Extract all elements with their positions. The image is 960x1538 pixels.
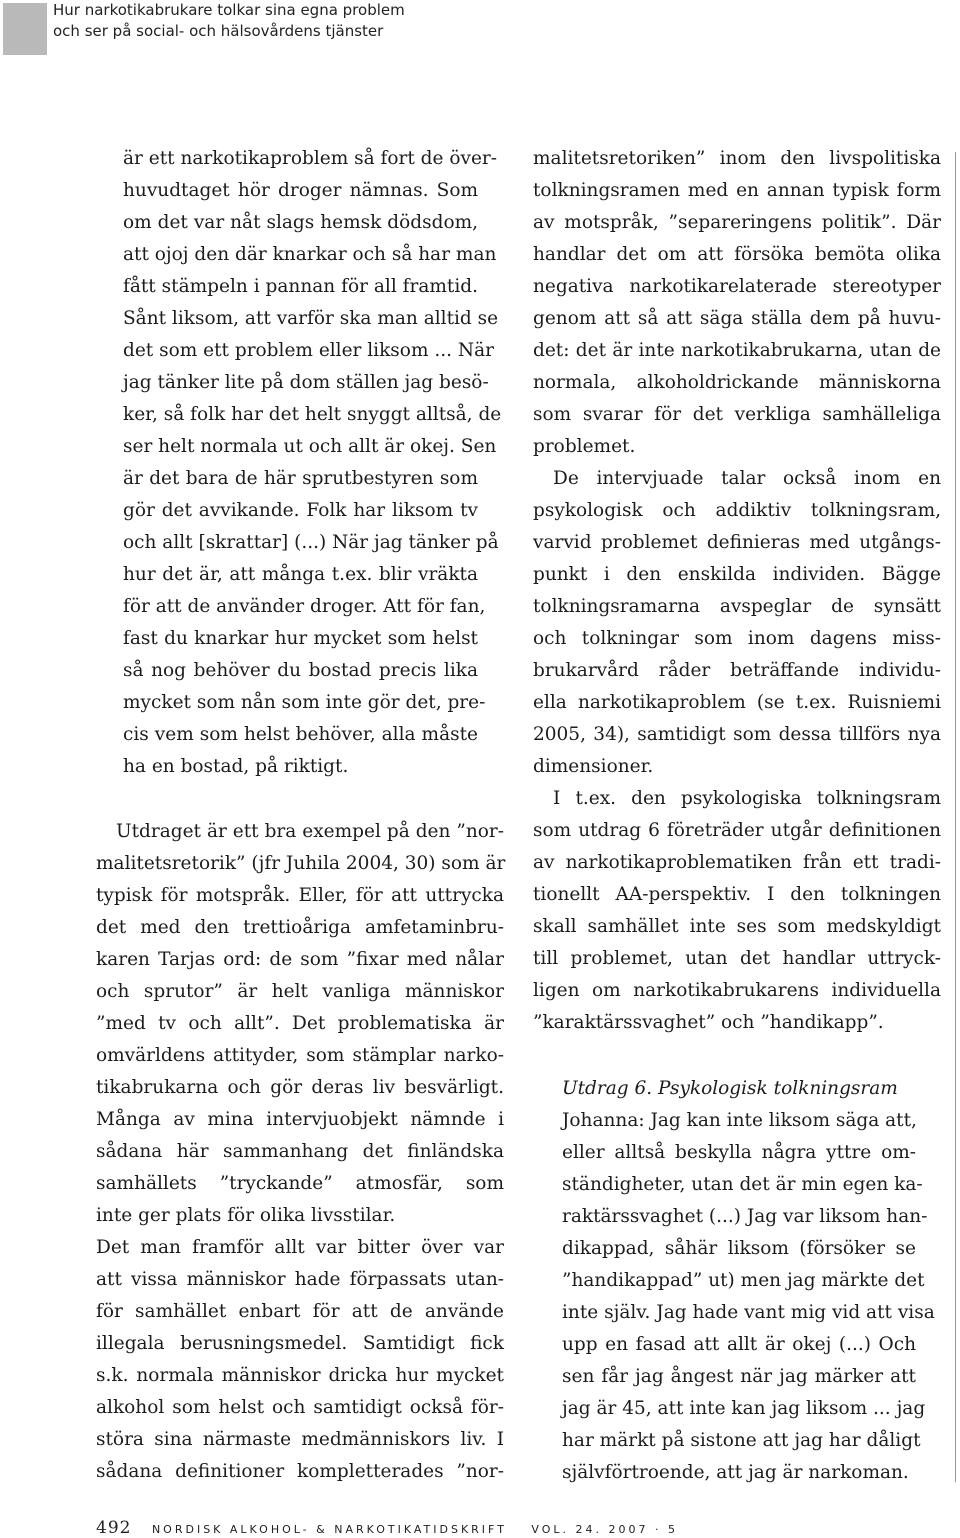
text-line: tolkningsramarna avspeglar de synsätt [533, 596, 941, 617]
text-line: s.k. normala människor dricka hur mycket [96, 1365, 504, 1386]
text-line: Det man framför allt var bitter över var [96, 1237, 504, 1258]
text-line: normala, alkoholdrickande människorna [533, 372, 941, 393]
text-line: handlar det om att försöka bemöta olika [533, 244, 941, 265]
left-paragraph-2 [96, 1232, 504, 1488]
text-line: tionellt AA-perspektiv. I den tolkningen [533, 884, 941, 905]
text-line: har märkt på sistone att jag har dåligt [562, 1430, 921, 1451]
interview-quote-2 [562, 1073, 935, 1489]
text-line: ligen om narkotikabrukarens individuella [533, 980, 941, 1001]
text-line: är ett narkotikaproblem så fort de över- [123, 148, 497, 169]
text-line: dimensioner. [533, 756, 654, 777]
journal-volume: VOL. 24. 2007 · 5 [531, 1523, 679, 1536]
quote-2-text [562, 1105, 935, 1489]
text-line: fått stämpeln i pannan för all framtid. [123, 276, 478, 297]
text-line: fast du knarkar hur mycket som helst [123, 628, 478, 649]
text-line: som svarar för det verkliga samhälleliga [533, 404, 941, 425]
text-line: samhällets ”tryckande” atmosfär, som [96, 1173, 504, 1194]
text-line: skall samhället inte ses som medskyldigt [533, 916, 941, 937]
text-line: karen Tarjas ord: de som ”fixar med nålar [96, 949, 504, 970]
header-color-block [3, 3, 47, 55]
text-line: som utdrag 6 företräder utgår definitionen [533, 820, 941, 841]
interview-quote-1 [123, 143, 502, 783]
text-line: mycket som nån som inte gör det, pre- [123, 692, 486, 713]
text-line: ”handikappad” ut) men jag märkte det [562, 1270, 925, 1291]
text-line: för att de använder droger. Att för fan, [123, 596, 486, 617]
text-line: raktärssvaghet (...) Jag var liksom han- [562, 1206, 928, 1227]
text-line: ser helt normala ut och allt är okej. Sen [123, 436, 497, 457]
text-line: De intervjuade talar också inom en [553, 468, 941, 489]
text-line: cis vem som helst behöver, alla måste [123, 724, 478, 745]
text-line: I t.ex. den psykologiska tolkningsram [553, 788, 941, 809]
text-line: omvärldens attityder, som stämplar narko- [96, 1045, 504, 1066]
text-line: Johanna: Jag kan inte liksom säga att, [562, 1110, 917, 1131]
text-line: 2005, 34), samtidigt som dessa tillförs nya [533, 724, 941, 745]
text-line: att ojoj den där knarkar och så har man [123, 244, 497, 265]
text-line: inte själv. Jag hade vant mig vid att visa [562, 1302, 935, 1323]
text-line: problemet. [533, 436, 636, 457]
text-line: och allt [skrattar] (...) När jag tänker på [123, 532, 499, 553]
text-line: tolkningsramen med en annan typisk form [533, 180, 941, 201]
text-line: ”karaktärssvaghet” och ”handikapp”. [533, 1012, 884, 1033]
page-footer [96, 1518, 678, 1538]
text-line: ker, så folk har det helt snyggt alltså, de [123, 404, 502, 425]
text-line: brukarvård råder beträffande individu- [533, 660, 941, 681]
text-line: negativa narkotikarelaterade stereotyper [533, 276, 941, 297]
text-line: hur det är, att många t.ex. blir vräkta [123, 564, 478, 585]
text-line: ha en bostad, på riktigt. [123, 756, 349, 777]
journal-name: NORDISK ALKOHOL- & NARKOTIKATIDSKRIFT [151, 1523, 507, 1536]
text-line: alkohol som helst och samtidigt också för- [96, 1397, 504, 1418]
text-line: av narkotikaproblematiken från ett tradi- [533, 852, 941, 873]
text-line: sådana här sammanhang det finländska [96, 1141, 504, 1162]
right-paragraph-1 [533, 143, 941, 463]
column-rule [955, 152, 956, 1482]
text-line: och sprutor” är helt vanliga människor [96, 981, 504, 1002]
right-paragraph-3 [533, 783, 941, 1039]
text-line: ella narkotikaproblem (se t.ex. Ruisniemi [533, 692, 941, 713]
text-line: Sånt liksom, att varför ska man alltid se [123, 308, 499, 329]
text-line: punkt i den enskilda individen. Bägge [533, 564, 941, 585]
text-line: jag är 45, att inte kan jag liksom ... jag [562, 1398, 926, 1419]
text-line: sen får jag ångest när jag märker att [562, 1366, 916, 1387]
text-line: typisk för motspråk. Eller, för att uttrycka [96, 885, 504, 906]
text-line: varvid problemet definieras med utgångs- [533, 532, 941, 553]
text-line: ständigheter, utan det är min egen ka- [562, 1174, 923, 1195]
running-header [53, 0, 405, 42]
text-line: är det bara de här sprutbestyren som [123, 468, 478, 489]
text-line: det med den trettioåriga amfetaminbru- [96, 917, 504, 938]
text-line: så nog behöver du bostad precis lika [123, 660, 478, 681]
text-line: ”med tv och allt”. Det problematiska är [96, 1013, 504, 1034]
text-line: eller alltså beskylla några yttre om- [562, 1142, 916, 1163]
text-line: malitetsretoriken” inom den livspolitiska [533, 148, 941, 169]
text-line: till problemet, utan det handlar uttryck- [533, 948, 941, 969]
text-line: det: det är inte narkotikabrukarna, utan de [533, 340, 941, 361]
text-line: det som ett problem eller liksom ... När [123, 340, 494, 361]
text-line: Utdraget är ett bra exempel på den ”nor- [116, 821, 504, 842]
text-line: och tolkningar som inom dagens miss- [533, 628, 941, 649]
text-line: sådana definitioner kompletterades ”nor- [96, 1461, 504, 1482]
text-line: tikabrukarna och gör deras liv besvärligt. [96, 1077, 504, 1098]
text-line: om det var nåt slags hemsk dödsdom, [123, 212, 478, 233]
text-line: genom att så att säga ställa dem på huvu- [533, 308, 941, 329]
text-line: av motspråk, ”separeringens politik”. Där [533, 212, 941, 233]
text-line: inte ger plats för olika livsstilar. [96, 1205, 396, 1226]
running-header-line-1: Hur narkotikabrukare tolkar sina egna problem [53, 1, 405, 19]
text-line: dikappad, såhär liksom (försöker se [562, 1238, 916, 1259]
running-header-line-2: och ser på social- och hälsovårdens tjänster [53, 22, 384, 40]
text-line: för samhället enbart för att de använde [96, 1301, 504, 1322]
text-line: upp en fasad att allt är okej (...) Och [562, 1334, 916, 1355]
page-number: 492 [96, 1518, 132, 1538]
text-line: illegala berusningsmedel. Samtidigt fick [96, 1333, 504, 1354]
text-line: gör det avvikande. Folk har liksom tv [123, 500, 478, 521]
text-line: jag tänker lite på dom ställen jag besö- [123, 372, 489, 393]
text-line: malitetsretorik” (jfr Juhila 2004, 30) som är [96, 853, 506, 874]
right-column-body [533, 143, 941, 1039]
left-paragraph-1 [96, 816, 504, 1232]
text-line: att vissa människor hade förpassats utan- [96, 1269, 504, 1290]
right-paragraph-2 [533, 463, 941, 783]
text-line: Många av mina intervjuobjekt nämnde i [96, 1109, 504, 1130]
quote-caption: Utdrag 6. Psykologisk tolkningsram [562, 1078, 898, 1099]
text-line: psykologisk och addiktiv tolkningsram, [533, 500, 941, 521]
text-line: huvudtaget hör droger nämnas. Som [123, 180, 478, 201]
text-line: självförtroende, att jag är narkoman. [562, 1462, 909, 1483]
text-line: störa sina närmaste medmänniskors liv. I [96, 1429, 504, 1450]
left-column-body [96, 816, 504, 1488]
